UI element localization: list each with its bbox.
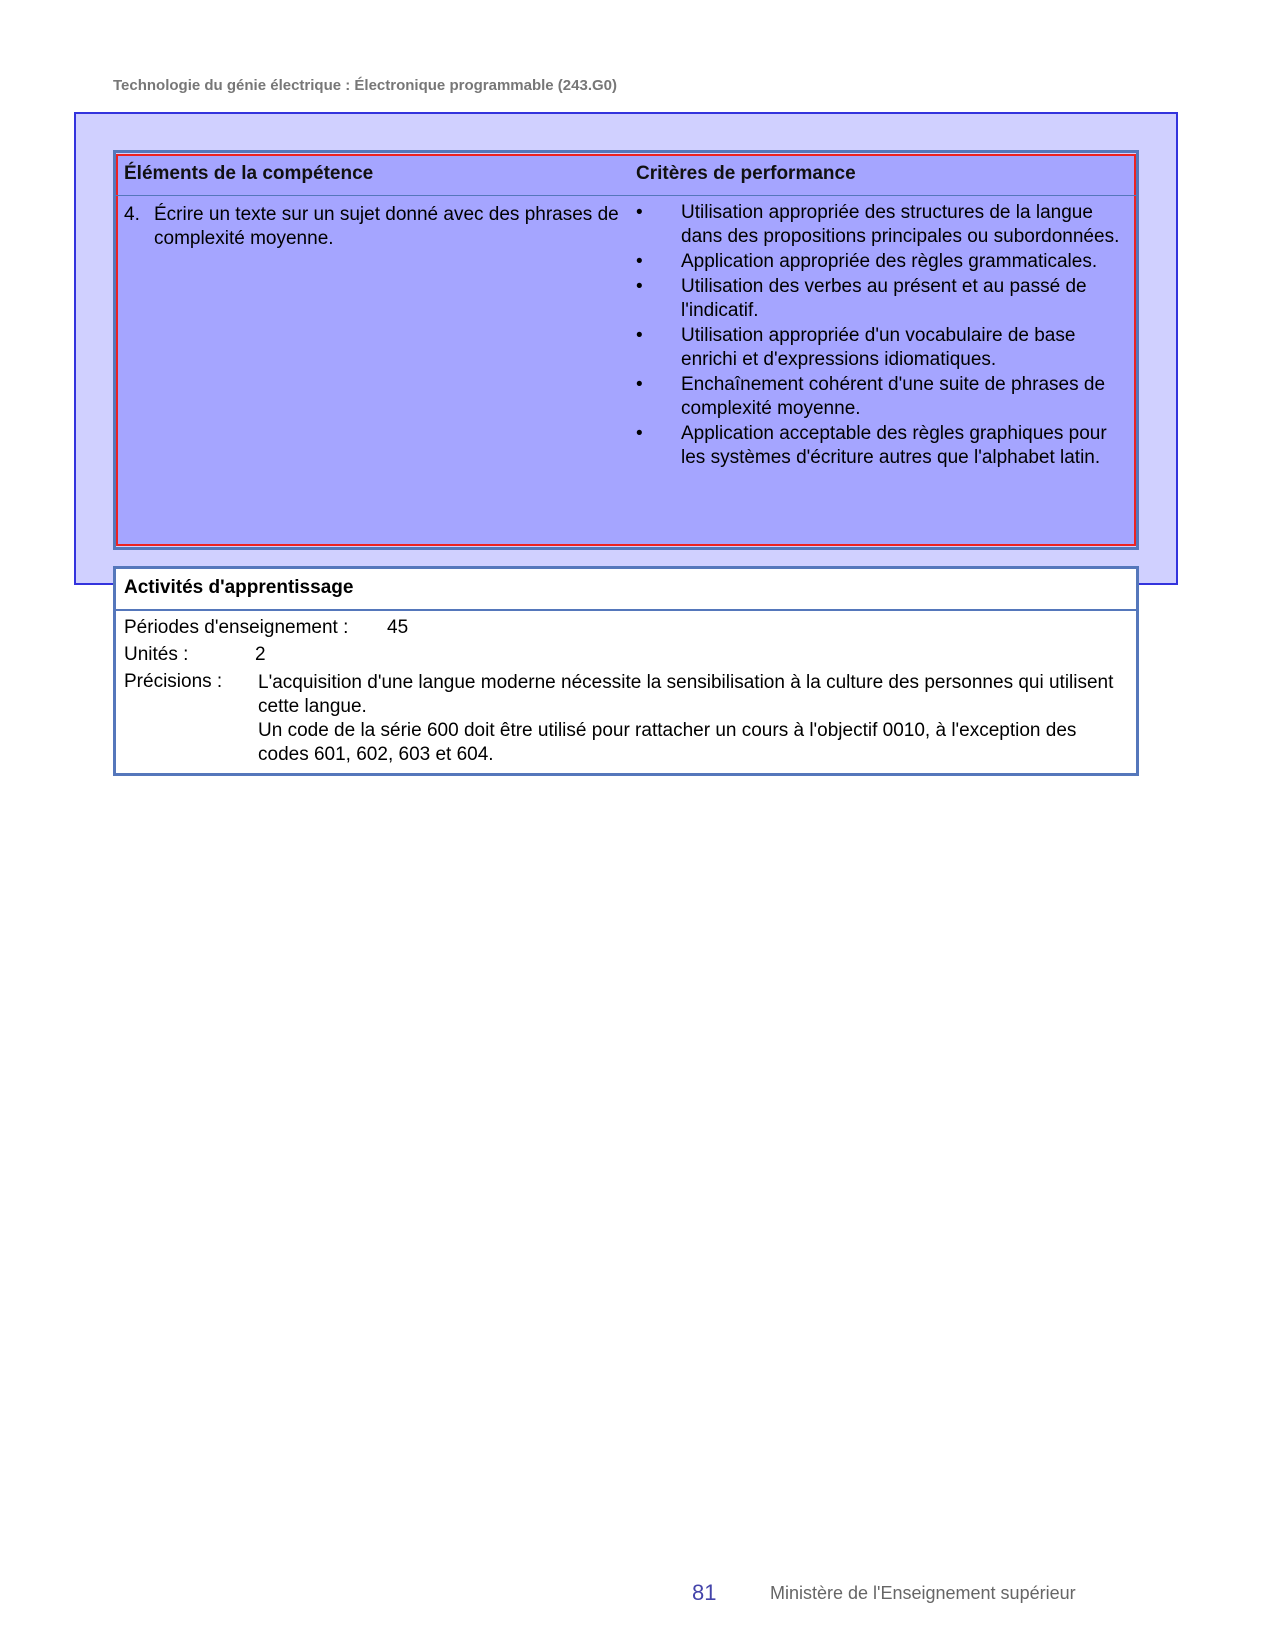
criterion-item: • Utilisation appropriée d'un vocabulaire de base enrichi et d'expressions idiomatiques.: [636, 325, 1076, 370]
activities-divider: [113, 609, 1139, 611]
unites-label: Unités :: [124, 644, 189, 665]
competence-element: [124, 203, 664, 251]
precision-paragraph: Un code de la série 600 doit être utilisé pour rattacher un cours à l'objectif 0010, à l'exception des codes 601, 602, 603 et 604.: [258, 720, 1077, 765]
criterion-item: • Utilisation des verbes au présent et au passé de l'indicatif.: [636, 276, 1087, 321]
periodes-label: Périodes d'enseignement :: [124, 617, 349, 638]
criterion-item: • Enchaînement cohérent d'une suite de phrases de complexité moyenne.: [636, 374, 1106, 419]
bullet-icon: •: [636, 251, 643, 272]
element-number: 4.: [124, 204, 140, 225]
document-header: Technologie du génie électrique : Électronique programmable (243.G0): [113, 77, 617, 94]
bullet-icon: •: [636, 202, 643, 223]
activities-title: Activités d'apprentissage: [124, 577, 354, 598]
element-description: Écrire un texte sur un sujet donné avec des phrases de complexité moyenne.: [154, 204, 619, 249]
periodes-value: 45: [387, 617, 409, 638]
bullet-icon: •: [636, 325, 643, 346]
precision-paragraph: L'acquisition d'une langue moderne nécessite la sensibilisation à la culture des personnes qui utilisent cette langue.: [258, 672, 1114, 717]
criteria-list: [636, 201, 1126, 471]
criterion-item: • Utilisation appropriée des structures de la langue dans des propositions principales ou subordonnées.: [636, 202, 1120, 247]
page-number: 81: [692, 1580, 717, 1605]
bullet-icon: •: [636, 423, 643, 444]
bullet-icon: •: [636, 276, 643, 297]
unites-value: 2: [255, 644, 266, 665]
criterion-item: • Application appropriée des règles grammaticales.: [636, 251, 1098, 272]
bullet-icon: •: [636, 374, 643, 395]
column-header-criteres: Critères de performance: [636, 163, 856, 184]
precisions-text: [258, 671, 1124, 767]
ministry-name: Ministère de l'Enseignement supérieur: [770, 1583, 1076, 1603]
header-divider: [116, 195, 1136, 196]
criterion-item: • Application acceptable des règles graphiques pour les systèmes d'écriture autres que l'alphabet latin.: [636, 423, 1107, 468]
precisions-label: Précisions :: [124, 671, 223, 692]
column-header-elements: Éléments de la compétence: [124, 163, 374, 184]
